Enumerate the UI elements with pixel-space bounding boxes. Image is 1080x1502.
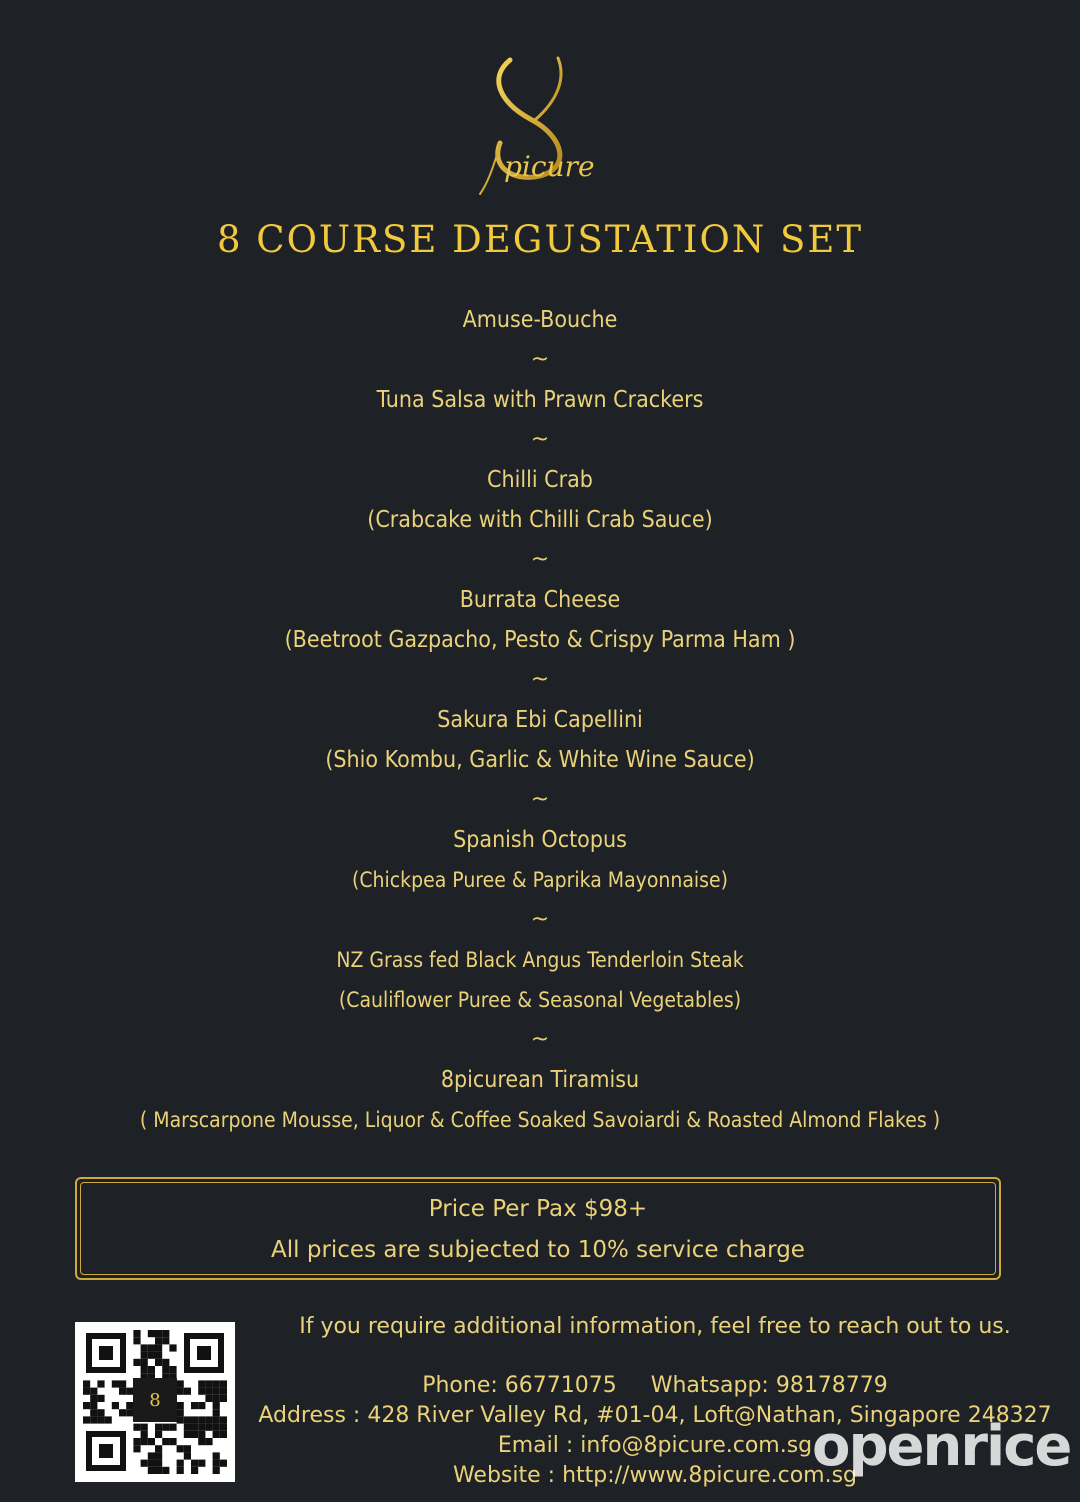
logo (470, 48, 610, 198)
phone-row (255, 1371, 1055, 1401)
course-description: ( Marscarpone Mousse, Liquor & Coffee Soaked Savoiardi & Roasted Almond Flakes ) (139, 1108, 941, 1132)
course-description: (Shio Kombu, Garlic & White Wine Sauce) (325, 747, 755, 773)
logo-wordmark: picure (504, 150, 595, 183)
course-name: Tuna Salsa with Prawn Crackers (376, 387, 704, 413)
menu-title: 8 COURSE DEGUSTATION SET (216, 218, 864, 261)
course-description: (Cauliflower Puree & Seasonal Vegetables) (338, 988, 742, 1012)
openrice-watermark: openrice (812, 1414, 1071, 1479)
course-name: Amuse-Bouche (462, 307, 618, 333)
course-name: Chilli Crab (487, 467, 593, 493)
course-name: Burrata Cheese (459, 587, 621, 613)
course-name: NZ Grass fed Black Angus Tenderloin Steak (336, 948, 744, 972)
website[interactable]: Website : http://www.8picure.com.sg (452, 1463, 858, 1488)
whatsapp-number[interactable]: Whatsapp: 98178779 (650, 1373, 888, 1398)
price-box (75, 1177, 1001, 1280)
qr-code[interactable] (75, 1322, 235, 1482)
separator: ~ (530, 347, 550, 372)
qr-logo-numeral: 8 (149, 1390, 161, 1411)
course-list (0, 300, 1080, 1140)
separator: ~ (530, 547, 550, 572)
phone-number[interactable]: Phone: 66771075 (422, 1373, 617, 1398)
contact-intro: If you require additional information, feel free to reach out to us. (299, 1314, 1011, 1339)
price-per-pax: Price Per Pax $98+ (428, 1196, 648, 1222)
course-description: (Crabcake with Chilli Crab Sauce) (367, 507, 713, 533)
separator: ~ (530, 1027, 550, 1052)
separator: ~ (530, 787, 550, 812)
address: Address : 428 River Valley Rd, #01-04, Loft@Nathan, Singapore 248327 (258, 1403, 1052, 1428)
course-description: (Chickpea Puree & Paprika Mayonnaise) (351, 868, 729, 892)
course-name: Sakura Ebi Capellini (437, 707, 643, 733)
separator: ~ (530, 667, 550, 692)
course-name: Spanish Octopus (453, 827, 627, 853)
separator: ~ (530, 907, 550, 932)
service-charge-note: All prices are subjected to 10% service charge (271, 1237, 805, 1263)
email[interactable]: Email : info@8picure.com.sg (497, 1433, 813, 1458)
separator: ~ (530, 427, 550, 452)
course-description: (Beetroot Gazpacho, Pesto & Crispy Parma Ham ) (284, 627, 796, 653)
course-name: 8picurean Tiramisu (440, 1067, 640, 1093)
